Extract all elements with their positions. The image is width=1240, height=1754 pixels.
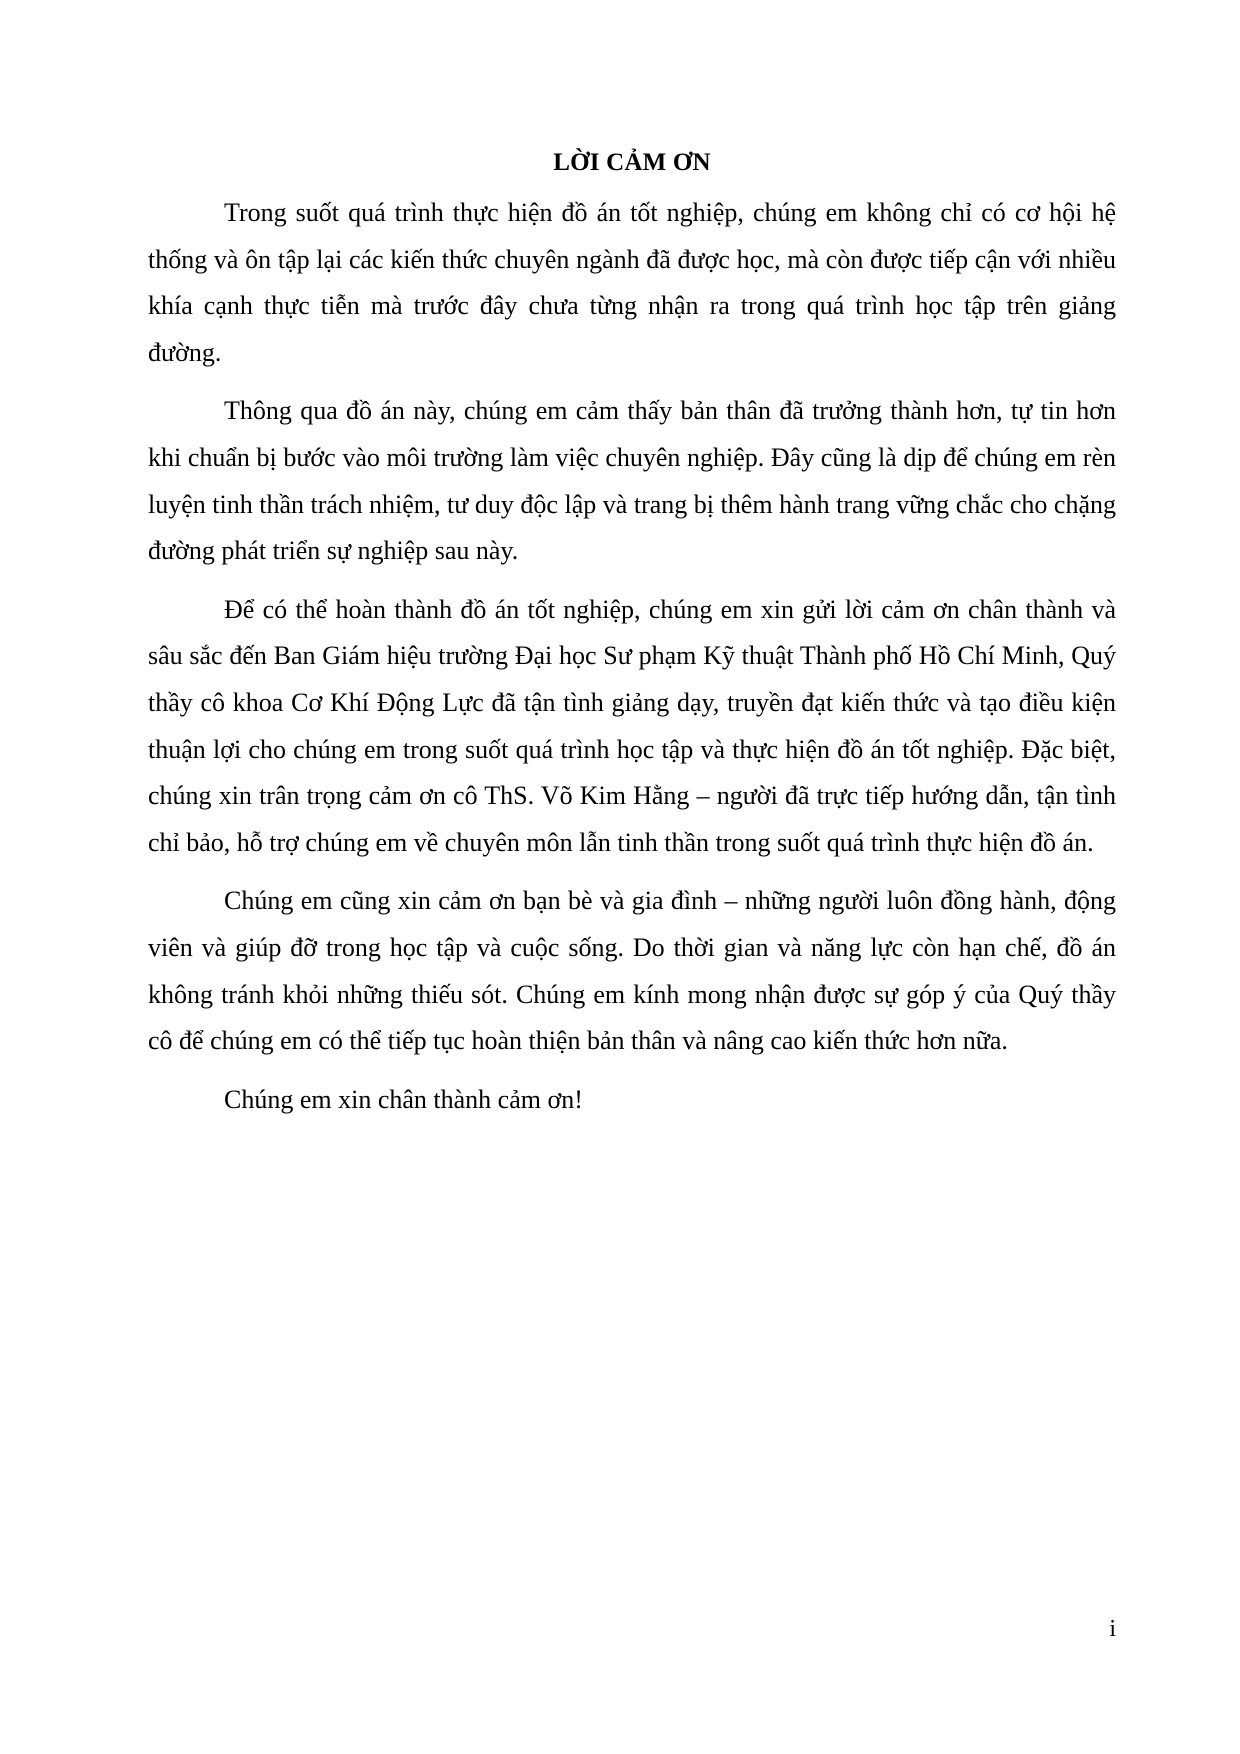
paragraph-3: Để có thể hoàn thành đồ án tốt nghiệp, chúng em xin gửi lời cảm ơn chân thành và sâu sắc đến Ban Giám hiệu trường Đại học Sư phạm Kỹ thuật Thành phố Hồ Chí Minh, Quý thầy cô khoa Cơ Khí Động Lực đã tận tình giảng dạy, truyền đạt kiến thức và tạo điều kiện thuận lợi cho chúng em trong suốt quá trình học tập và thực hiện đồ án tốt nghiệp. Đặc biệt, chúng xin trân trọng cảm ơn cô ThS. Võ Kim Hằng – người đã trực tiếp hướng dẫn, tận tình chỉ bảo, hỗ trợ chúng em về chuyên môn lẫn tinh thần trong suốt quá trình thực hiện đồ án. xyxy=(148,594,1116,857)
page-number: i xyxy=(1109,1616,1116,1642)
page-title: LỜI CẢM ƠN xyxy=(553,149,711,176)
paragraph-1: Trong suốt quá trình thực hiện đồ án tốt nghiệp, chúng em không chỉ có cơ hội hệ thống và ôn tập lại các kiến thức chuyên ngành đã được học, mà còn được tiếp cận với nhiều khía cạnh thực tiễn mà trước đây chưa từng nhận ra trong quá trình học tập trên giảng đường. xyxy=(148,198,1116,367)
page-content xyxy=(148,146,1116,1135)
paragraph-4: Chúng em cũng xin cảm ơn bạn bè và gia đình – những người luôn đồng hành, động viên và giúp đỡ trong học tập và cuộc sống. Do thời gian và năng lực còn hạn chế, đồ án không tránh khỏi những thiếu sót. Chúng em kính mong nhận được sự góp ý của Quý thầy cô để chúng em có thể tiếp tục hoàn thiện bản thân và nâng cao kiến thức hơn nữa. xyxy=(148,886,1116,1056)
closing-line: Chúng em xin chân thành cảm ơn! xyxy=(224,1084,583,1114)
paragraph-2: Thông qua đồ án này, chúng em cảm thấy bản thân đã trưởng thành hơn, tự tin hơn khi chuẩn bị bước vào môi trường làm việc chuyên nghiệp. Đây cũng là dịp để chúng em rèn luyện tinh thần trách nhiệm, tư duy độc lập và trang bị thêm hành trang vững chắc cho chặng đường phát triển sự nghiệp sau này. xyxy=(148,396,1116,566)
